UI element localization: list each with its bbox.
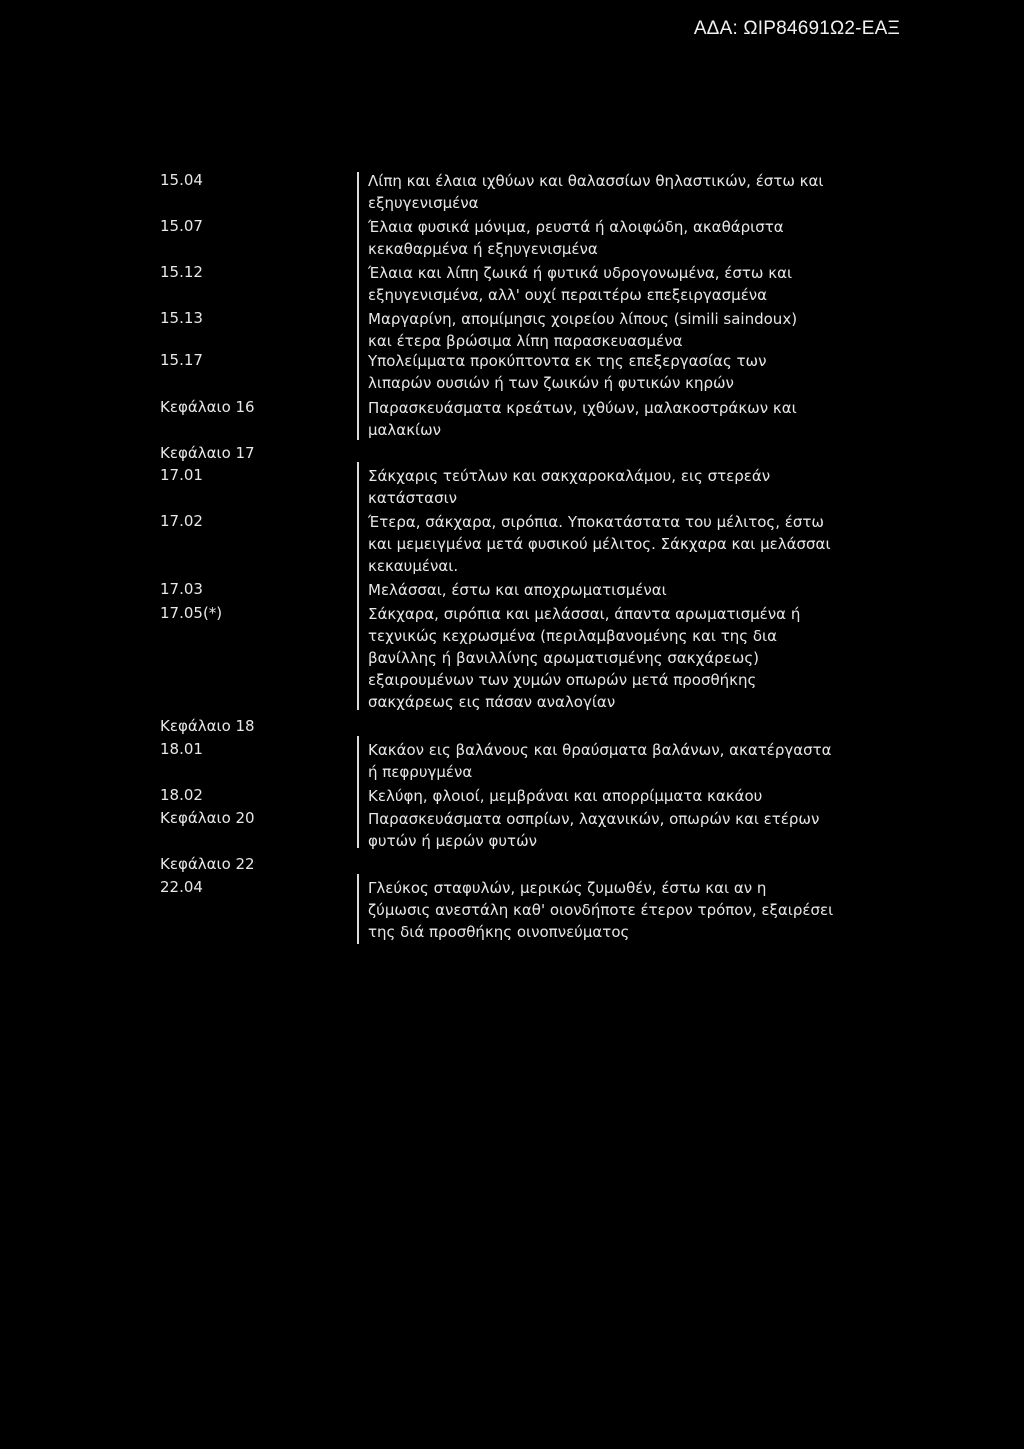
tariff-code: 22.04	[160, 878, 203, 896]
tariff-code: 15.13	[160, 309, 203, 327]
tariff-description	[368, 350, 888, 394]
description-line: ή πεφρυγμένα	[368, 763, 473, 781]
description-line: μαλακίων	[368, 421, 442, 439]
tariff-code: 15.12	[160, 263, 203, 281]
description-line: εξηυγενισμένα	[368, 194, 479, 212]
tariff-description	[368, 170, 888, 214]
tariff-description	[368, 262, 888, 306]
description-line: και μεμειγμένα μετά φυσικού μέλιτος. Σάκχαρα και μελάσσαι	[368, 535, 831, 553]
description-line: Παρασκευάσματα οσπρίων, λαχανικών, οπωρών και ετέρων	[368, 810, 820, 828]
description-line: Σάκχαρις τεύτλων και σακχαροκαλάμου, εις στερεάν	[368, 467, 771, 485]
description-line: Υπολείμματα προκύπτοντα εκ της επεξεργασίας των	[368, 352, 767, 370]
tariff-code: 17.03	[160, 580, 203, 598]
description-line: Κελύφη, φλοιοί, μεμβράναι και απορρίμματα κακάου	[368, 787, 763, 805]
tariff-code: 15.07	[160, 217, 203, 235]
tariff-code: Κεφάλαιο 22	[160, 855, 255, 873]
tariff-description	[368, 603, 888, 713]
column-divider	[357, 874, 359, 944]
description-line: Γλεύκος σταφυλών, μερικώς ζυμωθέν, έστω και αν η	[368, 879, 767, 897]
tariff-code: 15.17	[160, 351, 203, 369]
tariff-code: 17.02	[160, 512, 203, 530]
tariff-code: Κεφάλαιο 18	[160, 717, 255, 735]
tariff-description	[368, 465, 888, 509]
description-line: κατάστασιν	[368, 489, 458, 507]
tariff-description	[368, 216, 888, 260]
description-line: Παρασκευάσματα κρεάτων, ιχθύων, μαλακοστράκων και	[368, 399, 797, 417]
description-line: εξαιρουμένων των χυμών οπωρών μετά προσθήκης	[368, 671, 757, 689]
column-divider	[357, 462, 359, 710]
document-ada-code: ΑΔΑ: ΩΙΡ84691Ω2-ΕΑΞ	[693, 18, 900, 39]
description-line: κεκαθαρμένα ή εξηυγενισμένα	[368, 240, 598, 258]
description-line: και έτερα βρώσιμα λίπη παρασκευασμένα	[368, 332, 683, 350]
tariff-description	[368, 397, 888, 441]
description-line: Σάκχαρα, σιρόπια και μελάσσαι, άπαντα αρωματισμένα ή	[368, 605, 801, 623]
tariff-code: 18.01	[160, 740, 203, 758]
tariff-description	[368, 511, 888, 577]
description-line: Έλαια φυσικά μόνιμα, ρευστά ή αλοιφώδη, ακαθάριστα	[368, 218, 784, 236]
description-line: ζύμωσις ανεστάλη καθ' οιονδήποτε έτερον τρόπον, εξαιρέσει	[368, 901, 834, 919]
description-line: Κακάον εις βαλάνους και θραύσματα βαλάνων, ακατέργαστα	[368, 741, 832, 759]
description-line: Λίπη και έλαια ιχθύων και θαλασσίων θηλαστικών, έστω και	[368, 172, 824, 190]
tariff-description	[368, 308, 888, 352]
description-line: της διά προσθήκης οινοπνεύματος	[368, 923, 630, 941]
description-line: σακχάρεως εις πάσαν αναλογίαν	[368, 693, 616, 711]
tariff-description	[368, 579, 888, 601]
tariff-code: Κεφάλαιο 17	[160, 444, 255, 462]
description-line: Έτερα, σάκχαρα, σιρόπια. Υποκατάστατα του μέλιτος, έστω	[368, 513, 824, 531]
column-divider	[357, 736, 359, 848]
tariff-code: 15.04	[160, 171, 203, 189]
tariff-code: 17.01	[160, 466, 203, 484]
tariff-code: Κεφάλαιο 16	[160, 398, 255, 416]
description-line: Μαργαρίνη, απομίμησις χοιρείου λίπους (simili saindoux)	[368, 310, 798, 328]
column-divider	[357, 172, 359, 440]
description-line: βανίλλης ή βανιλλίνης αρωματισμένης σακχάρεως)	[368, 649, 759, 667]
tariff-code: 17.05(*)	[160, 604, 223, 622]
tariff-code: Κεφάλαιο 20	[160, 809, 255, 827]
tariff-description	[368, 785, 888, 807]
description-line: Έλαια και λίπη ζωικά ή φυτικά υδρογονωμένα, έστω και	[368, 264, 793, 282]
description-line: λιπαρών ουσιών ή των ζωικών ή φυτικών κηρών	[368, 374, 734, 392]
description-line: κεκαυμέναι.	[368, 557, 459, 575]
description-line: φυτών ή μερών φυτών	[368, 832, 538, 850]
description-line: εξηυγενισμένα, αλλ' ουχί περαιτέρω επεξειργασμένα	[368, 286, 768, 304]
tariff-description	[368, 808, 888, 852]
tariff-code: 18.02	[160, 786, 203, 804]
tariff-description	[368, 739, 888, 783]
tariff-description	[368, 877, 888, 943]
description-line: τεχνικώς κεχρωσμένα (περιλαμβανομένης και της δια	[368, 627, 777, 645]
description-line: Μελάσσαι, έστω και αποχρωματισμέναι	[368, 581, 667, 599]
